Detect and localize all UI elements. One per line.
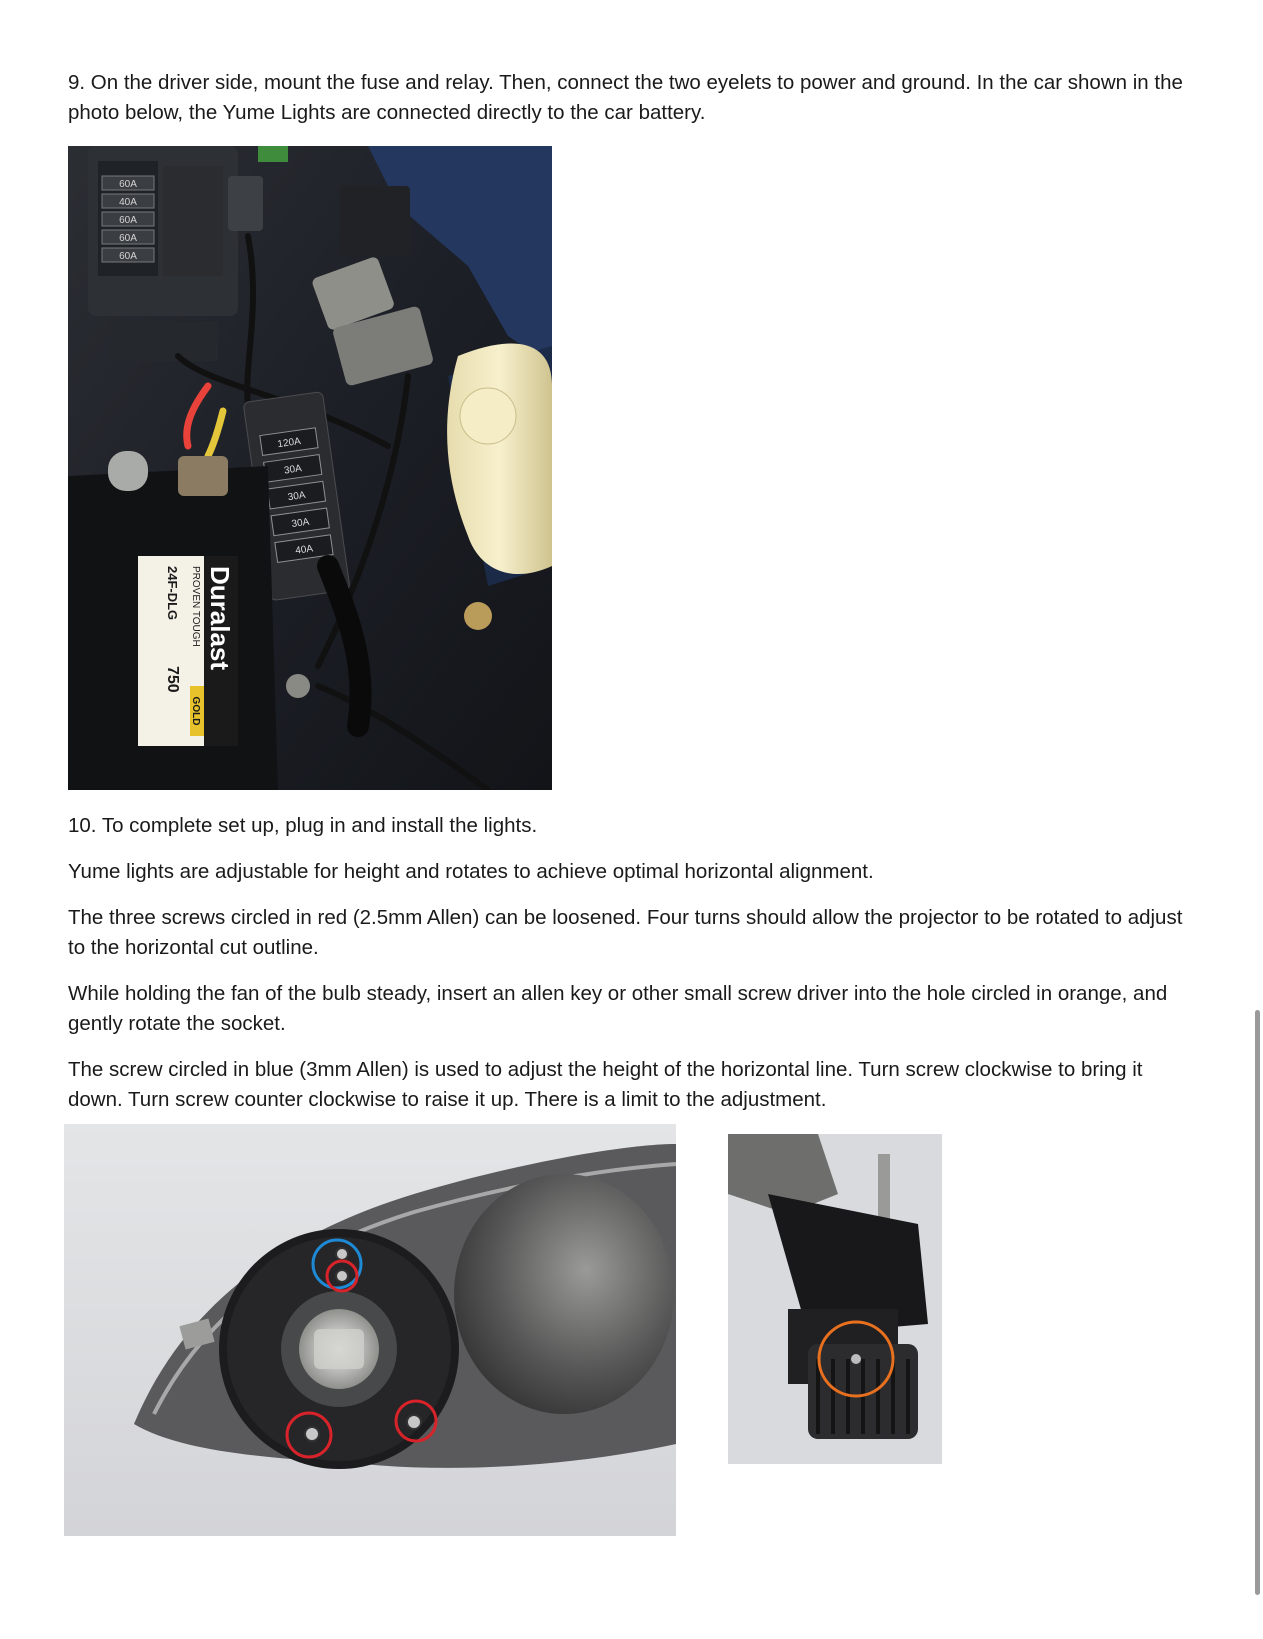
scrollbar[interactable]	[1255, 1010, 1260, 1595]
engine-bay-photo	[68, 146, 552, 790]
red-screw-instruction: The three screws circled in red (2.5mm Allen) can be loosened. Four turns should allow the projector to be rotated to adjust to the horizontal cut outline.	[68, 906, 1183, 959]
fuse-label: 30A	[287, 489, 307, 504]
fuse-box-label: 60A	[119, 179, 137, 190]
fuse-box-label: 60A	[119, 215, 137, 226]
step-9-instruction: 9. On the driver side, mount the fuse and relay. Then, connect the two eyelets to power and ground. In the car shown in the photo below, the Yume Lights are connected directly to the car battery.	[68, 71, 1183, 124]
step-10-heading: 10. To complete set up, plug in and install the lights.	[68, 814, 538, 837]
battery-cca: 750	[164, 666, 181, 693]
battery-gold: GOLD	[190, 696, 201, 726]
orange-hole-instruction: While holding the fan of the bulb steady, insert an allen key or other small screw driver into the hole circled in orange, and gently rotate the socket.	[68, 982, 1168, 1035]
headlight-photo	[64, 1124, 676, 1536]
battery-brand: Duralast	[205, 566, 235, 671]
blue-screw-instruction: The screw circled in blue (3mm Allen) is used to adjust the height of the horizontal line. Turn screw clockwise to bring it down. Turn screw counter clockwise to raise it up. There is a limit to the adjustment.	[68, 1058, 1143, 1111]
battery-tag: PROVEN TOUGH	[190, 566, 201, 647]
fuse-label: 120A	[276, 436, 302, 451]
fuse-box-label: 40A	[119, 197, 137, 208]
adjustment-intro: Yume lights are adjustable for height and rotates to achieve optimal horizontal alignment.	[68, 860, 874, 883]
battery-model: 24F-DLG	[165, 566, 180, 621]
bulb-socket-photo	[728, 1134, 942, 1464]
fuse-box-label: 60A	[119, 233, 137, 244]
fuse-label: 30A	[290, 516, 311, 531]
fuse-label: 30A	[283, 463, 303, 477]
fuse-label: 40A	[294, 543, 314, 557]
fuse-box-label: 60A	[119, 251, 137, 262]
